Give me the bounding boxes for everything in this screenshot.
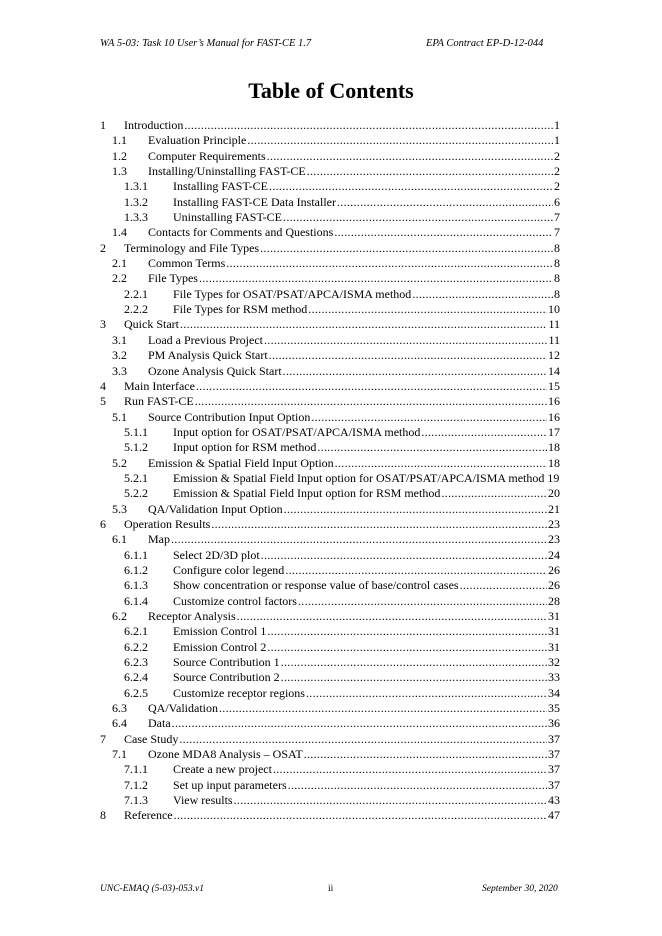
footer-date: September 30, 2020 [482, 884, 558, 894]
toc-entry[interactable] [100, 210, 560, 225]
toc-entry-title: Emission & Spatial Field Input Option [148, 455, 334, 470]
toc-entry-number: 5.1.2 [124, 440, 148, 455]
toc-entry[interactable] [100, 563, 560, 578]
toc-entry[interactable] [100, 149, 560, 164]
toc-entry-page: 43 [548, 793, 560, 808]
toc-dot-leader [172, 716, 547, 731]
toc-dot-leader [273, 762, 547, 777]
toc-entry[interactable] [100, 517, 560, 532]
toc-entry-number: 1.2 [112, 148, 127, 163]
toc-entry-number: 2.1 [112, 256, 127, 271]
toc-dot-leader [269, 348, 547, 363]
toc-entry-page: 15 [548, 378, 560, 393]
toc-entry-number: 3.2 [112, 348, 127, 363]
toc-dot-leader [281, 655, 547, 670]
toc-entry-title: File Types for OSAT/PSAT/APCA/ISMA method [173, 286, 412, 301]
toc-entry-title: Quick Start [124, 317, 179, 332]
toc-entry-number: 6.4 [112, 716, 127, 731]
toc-entry-title: Ozone MDA8 Analysis – OSAT [148, 747, 303, 762]
toc-entry-number: 6.2.2 [124, 639, 148, 654]
toc-entry-number: 3.1 [112, 332, 127, 347]
toc-entry-number: 5.1.1 [124, 424, 148, 439]
toc-entry-number: 6.2.5 [124, 685, 148, 700]
toc-entry-title: QA/Validation [148, 701, 218, 716]
toc-dot-leader [311, 410, 547, 425]
toc-entry-number: 7 [100, 731, 106, 746]
toc-entry-title: Installing FAST-CE Data Installer [173, 194, 336, 209]
toc-dot-leader [317, 440, 547, 455]
toc-entry-number: 4 [100, 378, 106, 393]
toc-entry-title: Installing FAST-CE [173, 179, 269, 194]
toc-entry-number: 2.2.1 [124, 286, 148, 301]
toc-entry-number: 1.3.1 [124, 179, 148, 194]
toc-dot-leader [298, 594, 547, 609]
toc-entry-title: File Types [148, 271, 198, 286]
toc-entry-number: 6.1.4 [124, 593, 148, 608]
toc-entry[interactable] [100, 241, 560, 256]
toc-entry-page: 33 [548, 670, 560, 685]
toc-entry-title: Evaluation Principle [148, 133, 247, 148]
toc-dot-leader [288, 778, 547, 793]
toc-entry-page: 7 [554, 225, 560, 240]
toc-entry-title: Uninstalling FAST-CE [173, 210, 283, 225]
toc-entry-page: 6 [554, 194, 560, 209]
toc-entry-number: 3.3 [112, 363, 127, 378]
toc-dot-leader [281, 670, 547, 685]
toc-entry[interactable] [100, 225, 560, 240]
toc-entry-number: 5.2 [112, 455, 127, 470]
toc-entry-page: 16 [548, 409, 560, 424]
toc-entry-title: Terminology and File Types [124, 240, 260, 255]
toc-entry[interactable] [100, 410, 560, 425]
toc-entry-page: 21 [548, 501, 560, 516]
toc-dot-leader [284, 502, 547, 517]
toc-dot-leader [180, 317, 547, 332]
toc-entry-page: 28 [548, 593, 560, 608]
toc-entry-page: 8 [554, 286, 560, 301]
toc-entry[interactable] [100, 578, 560, 593]
toc-dot-leader [307, 164, 553, 179]
toc-entry-page: 11 [548, 332, 560, 347]
toc-dot-leader [211, 517, 547, 532]
toc-entry-number: 6.1.2 [124, 562, 148, 577]
toc-entry-title: Emission & Spatial Field Input option for OSAT/PSAT/APCA/ISMA method [173, 470, 545, 485]
toc-entry[interactable] [100, 364, 560, 379]
toc-entry-page: 23 [548, 516, 560, 531]
toc-entry-page: 14 [548, 363, 560, 378]
toc-entry-page: 8 [554, 240, 560, 255]
toc-dot-leader [308, 302, 547, 317]
toc-entry[interactable] [100, 486, 560, 501]
toc-entry-number: 6.1.3 [124, 578, 148, 593]
toc-entry-number: 2.2 [112, 271, 127, 286]
toc-entry-number: 7.1.1 [124, 762, 148, 777]
toc-entry-title: Main Interface [124, 378, 195, 393]
toc-entry[interactable] [100, 394, 560, 409]
toc-entry[interactable] [100, 302, 560, 317]
toc-entry[interactable] [100, 655, 560, 670]
toc-entry-number: 6 [100, 516, 106, 531]
toc-entry[interactable] [100, 333, 560, 348]
toc-entry-page: 31 [548, 639, 560, 654]
toc-dot-leader [269, 179, 553, 194]
toc-entry-title: Set up input parameters [173, 777, 287, 792]
toc-entry-number: 5.3 [112, 501, 127, 516]
toc-entry-title: Source Contribution 1 [173, 655, 280, 670]
toc-entry[interactable] [100, 164, 560, 179]
toc-entry-page: 23 [548, 532, 560, 547]
toc-entry-title: PM Analysis Quick Start [148, 348, 268, 363]
toc-dot-leader [260, 241, 553, 256]
toc-entry-title: Map [148, 532, 170, 547]
toc-entry-title: Case Study [124, 731, 179, 746]
toc-entry-number: 5 [100, 394, 106, 409]
toc-entry-page: 12 [548, 348, 560, 363]
toc-entry-page: 36 [548, 716, 560, 731]
toc-dot-leader [335, 456, 547, 471]
toc-entry[interactable] [100, 624, 560, 639]
toc-entry-title: Receptor Analysis [148, 609, 236, 623]
toc-entry-number: 5.1 [112, 409, 127, 424]
toc-entry-page: 8 [554, 256, 560, 271]
page-title: Table of Contents [248, 78, 414, 103]
toc-entry-number: 6.3 [112, 701, 127, 716]
toc-entry[interactable] [100, 701, 560, 716]
toc-entry-title: Configure color legend [173, 562, 285, 577]
toc-entry[interactable] [100, 716, 560, 731]
toc-entry[interactable] [100, 133, 560, 148]
toc-entry-title: Introduction [124, 118, 184, 132]
toc-entry-title: Run FAST-CE [124, 394, 194, 409]
toc-dot-leader [267, 149, 553, 164]
toc-entry[interactable] [100, 778, 560, 793]
toc-entry[interactable] [100, 440, 560, 455]
toc-entry-page: 2 [554, 148, 560, 163]
toc-entry-number: 5.2.1 [124, 470, 148, 485]
toc-dot-leader [247, 133, 553, 148]
toc-entry-number: 6.2.4 [124, 670, 148, 685]
toc-entry-title: Installing/Uninstalling FAST-CE [148, 164, 306, 179]
toc-dot-leader [337, 195, 553, 210]
toc-entry[interactable] [100, 195, 560, 210]
toc-entry[interactable] [100, 256, 560, 271]
toc-entry-page: 47 [548, 808, 560, 823]
toc-entry-title: Load a Previous Project [148, 332, 263, 347]
toc-dot-leader [460, 578, 547, 593]
toc-entry-page: 1 [554, 118, 560, 132]
toc-entry[interactable] [100, 747, 560, 762]
toc-entry-number: 6.2.1 [124, 624, 148, 639]
toc-entry-title: Reference [124, 808, 173, 823]
toc-entry-page: 37 [548, 747, 560, 762]
toc-entry-page: 32 [548, 655, 560, 670]
toc-entry-number: 8 [100, 808, 106, 823]
toc-dot-leader [219, 701, 547, 716]
toc-entry-title: Emission Control 2 [173, 639, 267, 654]
toc-entry-page: 10 [548, 302, 560, 317]
toc-entry[interactable] [100, 609, 560, 624]
toc-entry-title: Data [148, 716, 171, 731]
toc-entry-title: Common Terms [148, 256, 226, 271]
toc-entry-title: Select 2D/3D plot [173, 547, 260, 562]
toc-entry-page: 31 [548, 624, 560, 639]
toc-entry-page: 2 [554, 179, 560, 194]
toc-entry[interactable] [100, 425, 560, 440]
toc-entry-title: Source Contribution Input Option [148, 409, 311, 424]
toc-entry[interactable] [100, 471, 560, 486]
toc-entry-number: 1.3.3 [124, 210, 148, 225]
toc-entry-title: View results [173, 793, 233, 808]
toc-entry-title: Source Contribution 2 [173, 670, 280, 685]
toc-dot-leader [261, 548, 547, 563]
toc-entry-number: 2.2.2 [124, 302, 148, 317]
toc-entry-page: 37 [548, 762, 560, 777]
toc-entry[interactable] [100, 732, 560, 747]
toc-entry-page: 34 [548, 685, 560, 700]
toc-entry-page: 18 [548, 455, 560, 470]
toc-dot-leader [304, 747, 547, 762]
toc-entry-page: 7 [554, 210, 560, 225]
toc-dot-leader [334, 225, 553, 240]
toc-entry-title: Customize receptor regions [173, 685, 305, 700]
toc-entry-title: Emission & Spatial Field Input option for RSM method [173, 486, 441, 501]
toc-dot-leader [412, 287, 553, 302]
toc-dot-leader [306, 686, 547, 701]
toc-dot-leader [171, 532, 547, 547]
toc-entry-title: Computer Requirements [148, 148, 266, 163]
toc-dot-leader [283, 210, 553, 225]
toc-dot-leader [285, 563, 547, 578]
toc-entry-page: 17 [548, 424, 560, 439]
toc-entry[interactable] [100, 287, 560, 302]
toc-entry-page: 1 [554, 133, 560, 148]
toc-entry[interactable] [100, 118, 560, 133]
toc-entry-page: 11 [548, 317, 560, 332]
toc-entry-page: 18 [548, 440, 560, 455]
toc-dot-leader [234, 793, 547, 808]
toc-entry[interactable] [100, 670, 560, 685]
toc-entry-title: QA/Validation Input Option [148, 501, 283, 516]
toc-entry-page: 26 [548, 578, 560, 593]
toc-dot-leader [237, 609, 547, 624]
toc-dot-leader [196, 379, 547, 394]
toc-dot-leader [179, 732, 547, 747]
toc-entry-title: Ozone Analysis Quick Start [148, 363, 282, 378]
toc-dot-leader [195, 394, 547, 409]
toc-dot-leader [264, 333, 547, 348]
toc-entry-number: 3 [100, 317, 106, 332]
toc-entry-page: 19 [547, 470, 560, 485]
toc-entry[interactable] [100, 502, 560, 517]
toc-dot-leader [184, 118, 553, 133]
toc-entry-title: Create a new project [173, 762, 272, 777]
toc-entry-number: 1.1 [112, 133, 127, 148]
toc-entry-number: 6.2 [112, 609, 127, 623]
toc-entry[interactable] [100, 379, 560, 394]
toc-entry-page: 16 [548, 394, 560, 409]
toc-entry-page: 31 [548, 609, 560, 623]
toc-dot-leader [226, 256, 553, 271]
toc-dot-leader [199, 271, 553, 286]
footer-document-id: UNC-EMAQ (5-03)-053.v1 [100, 884, 204, 894]
toc-entry-number: 6.1.1 [124, 547, 148, 562]
toc-entry-page: 37 [548, 731, 560, 746]
toc-entry[interactable] [100, 762, 560, 777]
toc-entry-title: Customize control factors [173, 593, 297, 608]
toc-entry-title: Input option for OSAT/PSAT/APCA/ISMA method [173, 424, 421, 439]
running-header-title: WA 5-03: Task 10 User’s Manual for FAST-CE 1.7 [100, 38, 312, 49]
toc-entry[interactable] [100, 808, 560, 823]
toc-dot-leader [174, 808, 547, 823]
toc-entry[interactable] [100, 594, 560, 609]
toc-entry-number: 5.2.2 [124, 486, 148, 501]
toc-entry[interactable] [100, 686, 560, 701]
toc-entry[interactable] [100, 793, 560, 808]
toc-entry-page: 8 [554, 271, 560, 286]
toc-entry[interactable] [100, 640, 560, 655]
toc-entry-page: 37 [548, 777, 560, 792]
toc-entry-title: Emission Control 1 [173, 624, 267, 639]
toc-entry-number: 7.1.3 [124, 793, 148, 808]
toc-entry[interactable] [100, 317, 560, 332]
toc-entry-title: File Types for RSM method [173, 302, 308, 317]
toc-entry-number: 6.2.3 [124, 655, 148, 670]
toc-entry-page: 20 [548, 486, 560, 501]
footer-page-number: ii [328, 884, 334, 894]
table-of-contents [100, 118, 560, 824]
toc-entry[interactable] [100, 348, 560, 363]
toc-entry-title: Contacts for Comments and Questions [148, 225, 334, 240]
toc-entry-number: 7.1.2 [124, 777, 148, 792]
toc-dot-leader [441, 486, 547, 501]
toc-entry-page: 35 [548, 701, 560, 716]
toc-entry-page: 24 [548, 547, 560, 562]
toc-entry-title: Operation Results [124, 516, 211, 531]
toc-entry-number: 1.4 [112, 225, 127, 240]
toc-entry-number: 1.3 [112, 164, 127, 179]
toc-dot-leader [283, 364, 547, 379]
toc-entry-title: Show concentration or response value of base/control cases [173, 578, 459, 593]
toc-entry-number: 7.1 [112, 747, 127, 762]
toc-entry[interactable] [100, 271, 560, 286]
toc-entry[interactable] [100, 456, 560, 471]
toc-entry-page: 26 [548, 562, 560, 577]
toc-dot-leader [421, 425, 547, 440]
running-header-contract: EPA Contract EP-D-12-044 [426, 38, 544, 49]
toc-dot-leader [267, 640, 547, 655]
toc-entry-number: 6.1 [112, 532, 127, 547]
toc-entry-title: Input option for RSM method [173, 440, 317, 455]
toc-entry[interactable] [100, 179, 560, 194]
toc-entry-number: 1 [100, 118, 106, 132]
toc-dot-leader [267, 624, 547, 639]
toc-entry[interactable] [100, 532, 560, 547]
toc-entry-page: 2 [554, 164, 560, 179]
toc-entry-number: 1.3.2 [124, 194, 148, 209]
toc-entry-number: 2 [100, 240, 106, 255]
toc-entry[interactable] [100, 548, 560, 563]
